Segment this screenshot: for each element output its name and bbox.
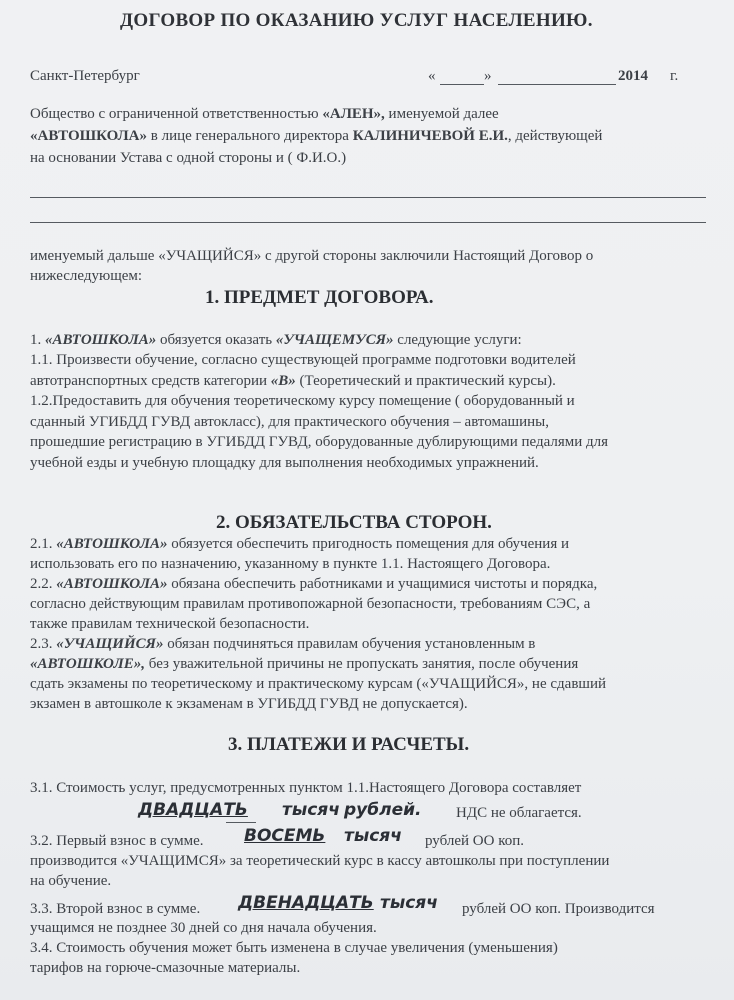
s2-line-5: также правилам технической безопасности.	[30, 616, 310, 632]
fio-blank-line-2	[30, 222, 706, 223]
s1-line-1: 1. «АВТОШКОЛА» обязуется оказать «УЧАЩЕМУСЯ» следующие услуги:	[30, 332, 522, 348]
s3-line-3: производится «УЧАЩИМСЯ» за теоретический курс в кассу автошколы при поступлении	[30, 853, 610, 869]
handwritten-thousand-2: тысяч	[344, 826, 402, 846]
section-3-heading: 3. ПЛАТЕЖИ И РАСЧЕТЫ.	[228, 734, 470, 755]
s2-line-7: «АВТОШКОЛЕ», без уважительной причины не пропускать занятия, после обучения	[30, 656, 579, 672]
date-quote-close: »	[484, 68, 492, 84]
s1-line-6: прошедшие регистрацию в УГИБДД ГУВД, оборудованные дублирующими педалями для	[30, 434, 609, 450]
handwritten-rubles: рублей.	[344, 800, 422, 820]
date-quote-open: «	[428, 68, 436, 84]
handwritten-second-payment: ДВЕНАДЦАТЬ	[238, 893, 374, 913]
s2-line-9: экзамен в автошколе к экзаменам в УГИБДД ГУВД не допускается).	[30, 696, 468, 712]
section-1-heading: 1. ПРЕДМЕТ ДОГОВОРА.	[205, 287, 434, 308]
date-year: 2014	[618, 68, 648, 84]
s3-line-6: учащимся не позднее 30 дней со дня начала обучения.	[30, 920, 377, 936]
s1-line-3: автотранспортных средств категории «В» (Теоретический и практический курсы).	[30, 373, 556, 389]
date-year-suffix: г.	[670, 68, 679, 84]
s3-line-2-label: 3.2. Первый взнос в сумме.	[30, 833, 204, 849]
s3-line-7: 3.4. Стоимость обучения может быть изменена в случае увеличения (уменьшения)	[30, 940, 558, 956]
intro-line-5: нижеследующем:	[30, 268, 143, 284]
handwritten-thousand-3: тысяч	[380, 893, 438, 913]
intro-line-1: Общество с ограниченной ответственностью «АЛЕН», именуемой далее	[30, 106, 499, 122]
s2-line-2: использовать его по назначению, указанному в пункте 1.1. Настоящего Договора.	[30, 556, 551, 572]
vat-note: НДС не облагается.	[456, 805, 582, 821]
s3-line-5-rubles: рублей ОО коп. Производится	[462, 901, 655, 917]
intro-line-2: «АВТОШКОЛА» в лице генерального директора КАЛИНИЧЕВОЙ Е.И., действующей	[30, 128, 603, 144]
s1-line-2: 1.1. Произвести обучение, согласно существующей программе подготовки водителей	[30, 352, 576, 368]
intro-line-4: именуемый дальше «УЧАЩИЙСЯ» с другой стороны заключили Настоящий Договор о	[30, 248, 594, 264]
date-month-blank	[498, 84, 616, 85]
s1-line-5: сданный УГИБДД ГУВД автокласс), для практического обучения – автомашины,	[30, 414, 549, 430]
s2-line-4: согласно действующим правилам противопожарной безопасности, требованиям СЭС, а	[30, 596, 591, 612]
amount-underline	[226, 822, 256, 823]
s2-line-8: сдать экзамены по теоретическому и практическому курсам («УЧАЩИЙСЯ», не сдавший	[30, 676, 607, 692]
city: Санкт-Петербург	[30, 68, 140, 84]
s3-line-8: тарифов на горюче-смазочные материалы.	[30, 960, 301, 976]
s3-line-4: на обучение.	[30, 873, 112, 889]
s1-line-7: учебной езды и учебную площадку для выполнения необходимых упражнений.	[30, 455, 539, 471]
s2-line-1: 2.1. «АВТОШКОЛА» обязуется обеспечить пригодность помещения для обучения и	[30, 536, 569, 552]
s3-line-2-rubles: рублей ОО коп.	[425, 833, 525, 849]
handwritten-first-payment: ВОСЕМЬ	[244, 826, 326, 846]
handwritten-thousand-1: тысяч	[282, 800, 340, 820]
document-title: ДОГОВОР ПО ОКАЗАНИЮ УСЛУГ НАСЕЛЕНИЮ.	[120, 10, 593, 31]
s1-line-4: 1.2.Предоставить для обучения теоретическому курсу помещение ( оборудованный и	[30, 393, 575, 409]
section-2-heading: 2. ОБЯЗАТЕЛЬСТВА СТОРОН.	[216, 512, 492, 533]
s3-line-1: 3.1. Стоимость услуг, предусмотренных пунктом 1.1.Настоящего Договора составляет	[30, 780, 582, 796]
date-day-blank	[440, 84, 484, 85]
s2-line-3: 2.2. «АВТОШКОЛА» обязана обеспечить работниками и учащимися чистоты и порядка,	[30, 576, 598, 592]
intro-line-3: на основании Устава с одной стороны и ( Ф.И.О.)	[30, 150, 347, 166]
fio-blank-line-1	[30, 197, 706, 198]
s2-line-6: 2.3. «УЧАЩИЙСЯ» обязан подчиняться правилам обучения установленным в	[30, 636, 536, 652]
s3-line-5-label: 3.3. Второй взнос в сумме.	[30, 901, 201, 917]
handwritten-amount-total: ДВАДЦАТЬ	[138, 800, 248, 820]
